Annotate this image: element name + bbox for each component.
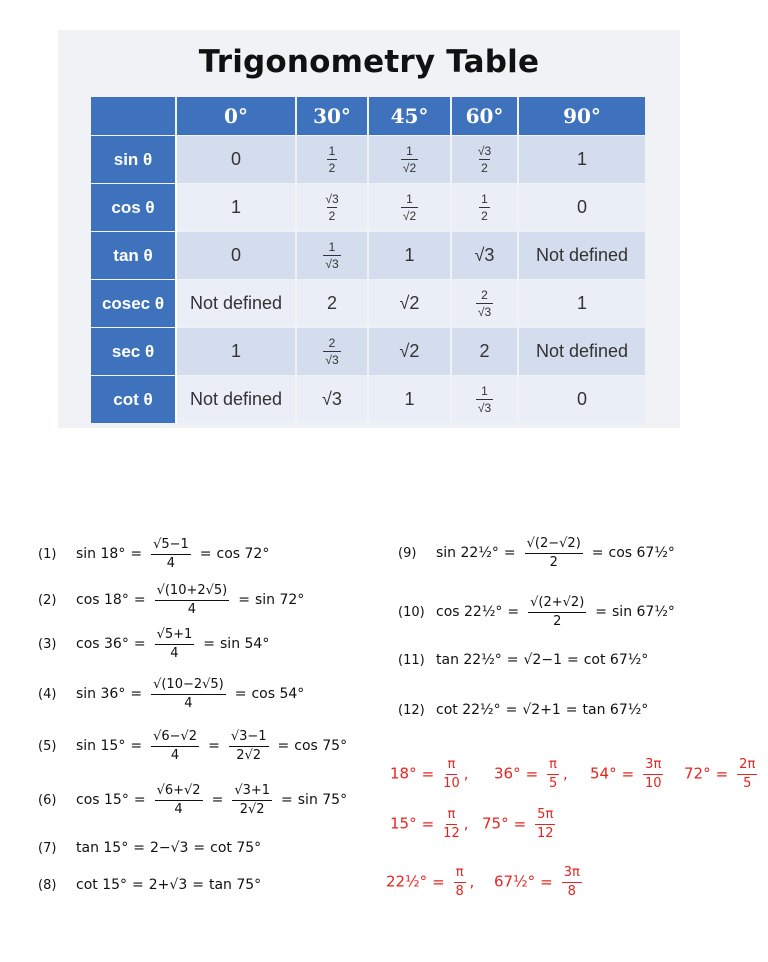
table-row xyxy=(91,328,645,376)
header-angle: 90° xyxy=(518,97,645,136)
math-token: 8 xyxy=(567,883,576,899)
identity-3 xyxy=(38,628,269,660)
denominator: 2 xyxy=(328,161,336,175)
header-angle: 45° xyxy=(368,97,451,136)
header-angle: 0° xyxy=(176,97,296,136)
math-token: = xyxy=(591,545,604,562)
math-token: 75° xyxy=(482,814,509,833)
math-token: 3π xyxy=(562,866,582,883)
fraction xyxy=(323,193,340,222)
cell-value: √2 xyxy=(399,293,420,313)
identity-6 xyxy=(38,784,347,816)
cell-value: Not defined xyxy=(535,245,629,265)
fraction xyxy=(547,758,559,790)
math-token: π xyxy=(446,808,458,825)
fraction xyxy=(479,193,490,222)
math-token: = xyxy=(133,636,146,653)
math-token: = xyxy=(525,764,539,783)
math-token: = xyxy=(193,840,206,856)
table-row xyxy=(91,184,645,232)
identity-rhs: sin 67½° xyxy=(612,604,675,621)
math-token: , xyxy=(563,764,568,783)
table-row xyxy=(91,280,645,328)
identity-index: (5) xyxy=(38,739,57,755)
identity-fraction xyxy=(525,537,583,569)
math-token: = xyxy=(130,686,143,703)
identity-rhs: cos 72° xyxy=(216,546,270,563)
identity-index: (9) xyxy=(398,546,417,562)
identity-fraction xyxy=(155,628,195,660)
trig-table xyxy=(91,97,645,423)
fraction xyxy=(401,193,418,222)
table-cell xyxy=(518,328,645,376)
identity-value: 2−√3 xyxy=(149,840,189,856)
math-token: 4 xyxy=(170,645,179,661)
math-token: = xyxy=(421,764,435,783)
math-token: = xyxy=(203,636,216,653)
identity-index: (12) xyxy=(398,703,425,718)
row-header: sin θ xyxy=(91,136,176,184)
identity-lhs: cos 36° xyxy=(76,636,129,653)
identity-10 xyxy=(398,596,675,628)
math-token: 4 xyxy=(184,695,193,711)
trig-table-body xyxy=(91,136,645,424)
math-token: 12 xyxy=(536,825,554,841)
math-token: √(2+√2) xyxy=(528,596,586,613)
math-token: = xyxy=(238,592,250,609)
header-angle: 30° xyxy=(296,97,368,136)
math-token: 4 xyxy=(170,747,180,763)
cell-value: √3 xyxy=(474,245,495,265)
fraction xyxy=(476,289,493,318)
table-cell xyxy=(368,376,451,424)
identity-rhs: cot 75° xyxy=(210,840,262,856)
table-cell xyxy=(176,328,296,376)
cell-value: 1 xyxy=(404,245,415,265)
identity-1 xyxy=(38,538,269,570)
numerator: 1 xyxy=(328,240,336,254)
math-token: = xyxy=(133,592,146,609)
math-token: = xyxy=(513,814,527,833)
numerator: 1 xyxy=(481,384,488,398)
math-token: 12 xyxy=(443,825,460,841)
fraction xyxy=(454,866,466,898)
identity-index: (7) xyxy=(38,841,57,856)
cell-value: 1 xyxy=(576,293,587,313)
math-token: 15° xyxy=(390,814,417,833)
cell-value: 1 xyxy=(230,197,241,217)
identity-rhs: cos 67½° xyxy=(608,545,675,562)
table-cell xyxy=(451,280,518,328)
math-token: π xyxy=(446,758,458,775)
numerator: 1 xyxy=(481,192,488,206)
identity-index: (2) xyxy=(38,593,57,609)
math-token: 2 xyxy=(549,554,558,570)
cell-value: 2 xyxy=(326,293,337,313)
identity-lhs: cos 15° xyxy=(76,792,129,809)
denominator: 2 xyxy=(481,209,488,223)
table-cell xyxy=(368,328,451,376)
identity-lhs: cos 18° xyxy=(76,592,129,609)
fraction xyxy=(476,385,493,414)
table-cell xyxy=(176,376,296,424)
table-cell xyxy=(296,136,368,184)
denominator: √2 xyxy=(402,161,417,175)
fraction xyxy=(643,758,663,790)
table-cell xyxy=(368,184,451,232)
math-token: √5+1 xyxy=(155,628,195,645)
math-token: 72° xyxy=(684,764,711,783)
table-cell xyxy=(518,280,645,328)
table-cell xyxy=(176,136,296,184)
cell-value: 1 xyxy=(404,389,415,409)
identity-fraction xyxy=(528,596,586,628)
row-header: cos θ xyxy=(91,184,176,232)
math-token: 67½° xyxy=(494,872,536,891)
math-token: = xyxy=(503,545,516,562)
math-token: 4 xyxy=(187,601,197,617)
radian-36 xyxy=(494,758,568,790)
math-token: = xyxy=(715,764,729,783)
math-token: 18° xyxy=(390,764,417,783)
radian-72 xyxy=(684,758,761,790)
page-title: Trigonometry Table xyxy=(198,44,540,80)
identity-index: (11) xyxy=(398,653,425,668)
fraction xyxy=(535,808,555,840)
denominator: √3 xyxy=(325,257,339,271)
identity-lhs: sin 18° xyxy=(76,546,126,563)
radian-75 xyxy=(482,808,559,840)
math-token: 2 xyxy=(553,613,562,629)
math-token: = xyxy=(132,877,144,893)
math-token: = xyxy=(595,604,608,621)
table-cell xyxy=(296,184,368,232)
numerator: 1 xyxy=(328,144,336,158)
denominator: √3 xyxy=(477,401,492,415)
math-token: = xyxy=(432,872,445,891)
identity-value: √2+1 xyxy=(522,702,561,718)
math-token: = xyxy=(565,702,578,718)
numerator: √3 xyxy=(477,144,492,158)
math-token: = xyxy=(192,877,204,893)
identity-lhs: cot 15° xyxy=(76,877,128,893)
cell-value: 0 xyxy=(576,197,587,217)
identity-4 xyxy=(38,678,304,710)
math-token: √6−√2 xyxy=(151,730,199,747)
table-cell xyxy=(451,232,518,280)
math-token: √6+√2 xyxy=(155,784,203,801)
cell-value: 0 xyxy=(576,389,587,409)
table-cell xyxy=(518,136,645,184)
math-token: 8 xyxy=(455,883,464,899)
identity-9 xyxy=(398,537,675,569)
math-token: 4 xyxy=(174,801,183,817)
radian-18 xyxy=(390,758,469,790)
cell-value: 2 xyxy=(479,341,490,361)
identity-index: (3) xyxy=(38,637,57,653)
header-angle: 60° xyxy=(451,97,518,136)
radian-54 xyxy=(590,758,667,790)
identity-lhs: sin 15° xyxy=(76,738,126,755)
identity-8 xyxy=(38,877,261,893)
math-token: = xyxy=(277,738,290,755)
table-cell xyxy=(518,232,645,280)
table-cell xyxy=(176,280,296,328)
denominator: √3 xyxy=(477,305,492,319)
identity-fraction xyxy=(151,678,226,710)
identity-7 xyxy=(38,840,261,856)
math-token: 2π xyxy=(737,758,757,775)
identity-rhs: cos 75° xyxy=(294,738,348,755)
math-token: = xyxy=(505,702,518,718)
math-token: = xyxy=(421,814,435,833)
math-token: , xyxy=(463,814,469,833)
identity-lhs: sin 22½° xyxy=(436,545,499,562)
table-cell xyxy=(368,136,451,184)
math-token: π xyxy=(547,758,559,775)
corner-cell xyxy=(91,97,176,136)
identity-lhs: tan 15° xyxy=(76,840,129,856)
row-header: cot θ xyxy=(91,376,176,424)
row-header: sec θ xyxy=(91,328,176,376)
trig-table-card xyxy=(58,30,680,428)
fraction xyxy=(737,758,757,790)
cell-value: √3 xyxy=(322,389,342,409)
identity-lhs: cot 22½° xyxy=(436,702,501,718)
cell-value: 0 xyxy=(230,149,241,169)
identity-11 xyxy=(398,652,648,668)
fraction xyxy=(562,866,582,898)
identity-fraction xyxy=(232,784,272,816)
math-token: = xyxy=(133,840,145,856)
cell-value: Not defined xyxy=(535,341,629,361)
identity-5 xyxy=(38,730,347,762)
numerator: 1 xyxy=(406,192,413,206)
header-row xyxy=(91,97,645,136)
identity-rhs: cos 54° xyxy=(251,686,305,703)
math-token: 2√2 xyxy=(236,747,262,763)
identity-rhs: tan 75° xyxy=(208,877,262,893)
table-cell xyxy=(368,232,451,280)
table-cell xyxy=(176,184,296,232)
math-token: √(2−√2) xyxy=(525,537,583,554)
math-token: 10 xyxy=(443,775,460,791)
table-cell xyxy=(368,280,451,328)
identity-lhs: sin 36° xyxy=(76,686,126,703)
identity-rhs: sin 54° xyxy=(220,636,270,653)
table-cell xyxy=(176,232,296,280)
identity-rhs: sin 75° xyxy=(297,792,348,809)
math-token: = xyxy=(506,652,519,668)
numerator: 2 xyxy=(481,288,488,302)
identity-index: (8) xyxy=(38,878,57,893)
numerator: 1 xyxy=(406,144,413,158)
numerator: √3 xyxy=(325,192,339,206)
table-cell xyxy=(296,280,368,328)
table-cell xyxy=(296,376,368,424)
table-cell xyxy=(451,184,518,232)
denominator: √2 xyxy=(402,209,417,223)
fraction xyxy=(443,758,460,790)
math-token: √3+1 xyxy=(232,784,272,801)
table-row xyxy=(91,232,645,280)
numerator: 2 xyxy=(328,336,336,350)
math-token: = xyxy=(507,604,520,621)
table-cell xyxy=(518,184,645,232)
cell-value: 0 xyxy=(230,245,241,265)
math-token: = xyxy=(621,764,635,783)
fraction xyxy=(323,337,340,366)
identity-rhs: tan 67½° xyxy=(582,702,649,718)
math-token: = xyxy=(540,872,553,891)
denominator: 2 xyxy=(328,209,336,223)
math-token: = xyxy=(130,738,143,755)
cell-value: 1 xyxy=(230,341,241,361)
identity-rhs: sin 72° xyxy=(254,592,305,609)
math-token: = xyxy=(281,792,293,809)
math-token: 54° xyxy=(590,764,617,783)
math-token: = xyxy=(208,738,220,755)
math-token: 5 xyxy=(548,775,558,791)
identity-fraction xyxy=(151,730,199,762)
math-token: 2√2 xyxy=(239,801,265,817)
math-token: 4 xyxy=(166,555,176,571)
math-token: 3π xyxy=(643,758,663,775)
fraction xyxy=(327,145,338,174)
identity-rhs: cot 67½° xyxy=(583,652,649,668)
row-header: tan θ xyxy=(91,232,176,280)
cell-value: Not defined xyxy=(189,389,283,409)
math-token: 10 xyxy=(644,775,662,791)
math-token: √5−1 xyxy=(151,538,191,555)
identity-value: 2+√3 xyxy=(148,877,188,893)
row-header: cosec θ xyxy=(91,280,176,328)
identity-lhs: tan 22½° xyxy=(436,652,502,668)
table-cell xyxy=(296,328,368,376)
math-token: 5 xyxy=(743,775,752,791)
math-token: = xyxy=(133,792,146,809)
table-cell xyxy=(451,136,518,184)
math-token: 36° xyxy=(494,764,521,783)
math-token: √(10+2√5) xyxy=(155,584,230,601)
math-token: π xyxy=(454,866,466,883)
cell-value: Not defined xyxy=(189,293,283,313)
identity-fraction xyxy=(155,784,203,816)
identity-fraction xyxy=(155,584,230,616)
math-token: , xyxy=(463,764,469,783)
denominator: 2 xyxy=(481,161,488,175)
table-cell xyxy=(451,328,518,376)
math-token: = xyxy=(211,792,224,809)
math-token: , xyxy=(469,872,475,891)
identity-index: (6) xyxy=(38,793,57,809)
table-row xyxy=(91,136,645,184)
fraction xyxy=(476,145,493,174)
identity-fraction xyxy=(151,538,191,570)
radian-15 xyxy=(390,808,469,840)
table-cell xyxy=(518,376,645,424)
identity-12 xyxy=(398,702,648,718)
fraction xyxy=(401,145,418,174)
math-token: 5π xyxy=(535,808,555,825)
identity-index: (10) xyxy=(398,605,425,621)
table-cell xyxy=(296,232,368,280)
math-token: = xyxy=(130,546,143,563)
radian-67-5 xyxy=(494,866,586,898)
identity-lhs: cos 22½° xyxy=(436,604,503,621)
math-token: √3−1 xyxy=(229,730,269,747)
math-token: = xyxy=(566,652,579,668)
math-token: = xyxy=(199,546,212,563)
math-token: √(10−2√5) xyxy=(151,678,226,695)
math-token: = xyxy=(234,686,247,703)
radian-22-5 xyxy=(386,866,474,898)
fraction xyxy=(323,241,340,270)
identity-fraction xyxy=(229,730,269,762)
table-row xyxy=(91,376,645,424)
cell-value: √2 xyxy=(399,341,420,361)
identity-index: (1) xyxy=(38,547,57,563)
identity-value: √2−1 xyxy=(523,652,562,668)
math-token: 22½° xyxy=(386,872,428,891)
fraction xyxy=(443,808,460,840)
identity-index: (4) xyxy=(38,687,57,703)
cell-value: 1 xyxy=(576,149,587,169)
identity-2 xyxy=(38,584,304,616)
table-cell xyxy=(451,376,518,424)
denominator: √3 xyxy=(325,353,339,367)
